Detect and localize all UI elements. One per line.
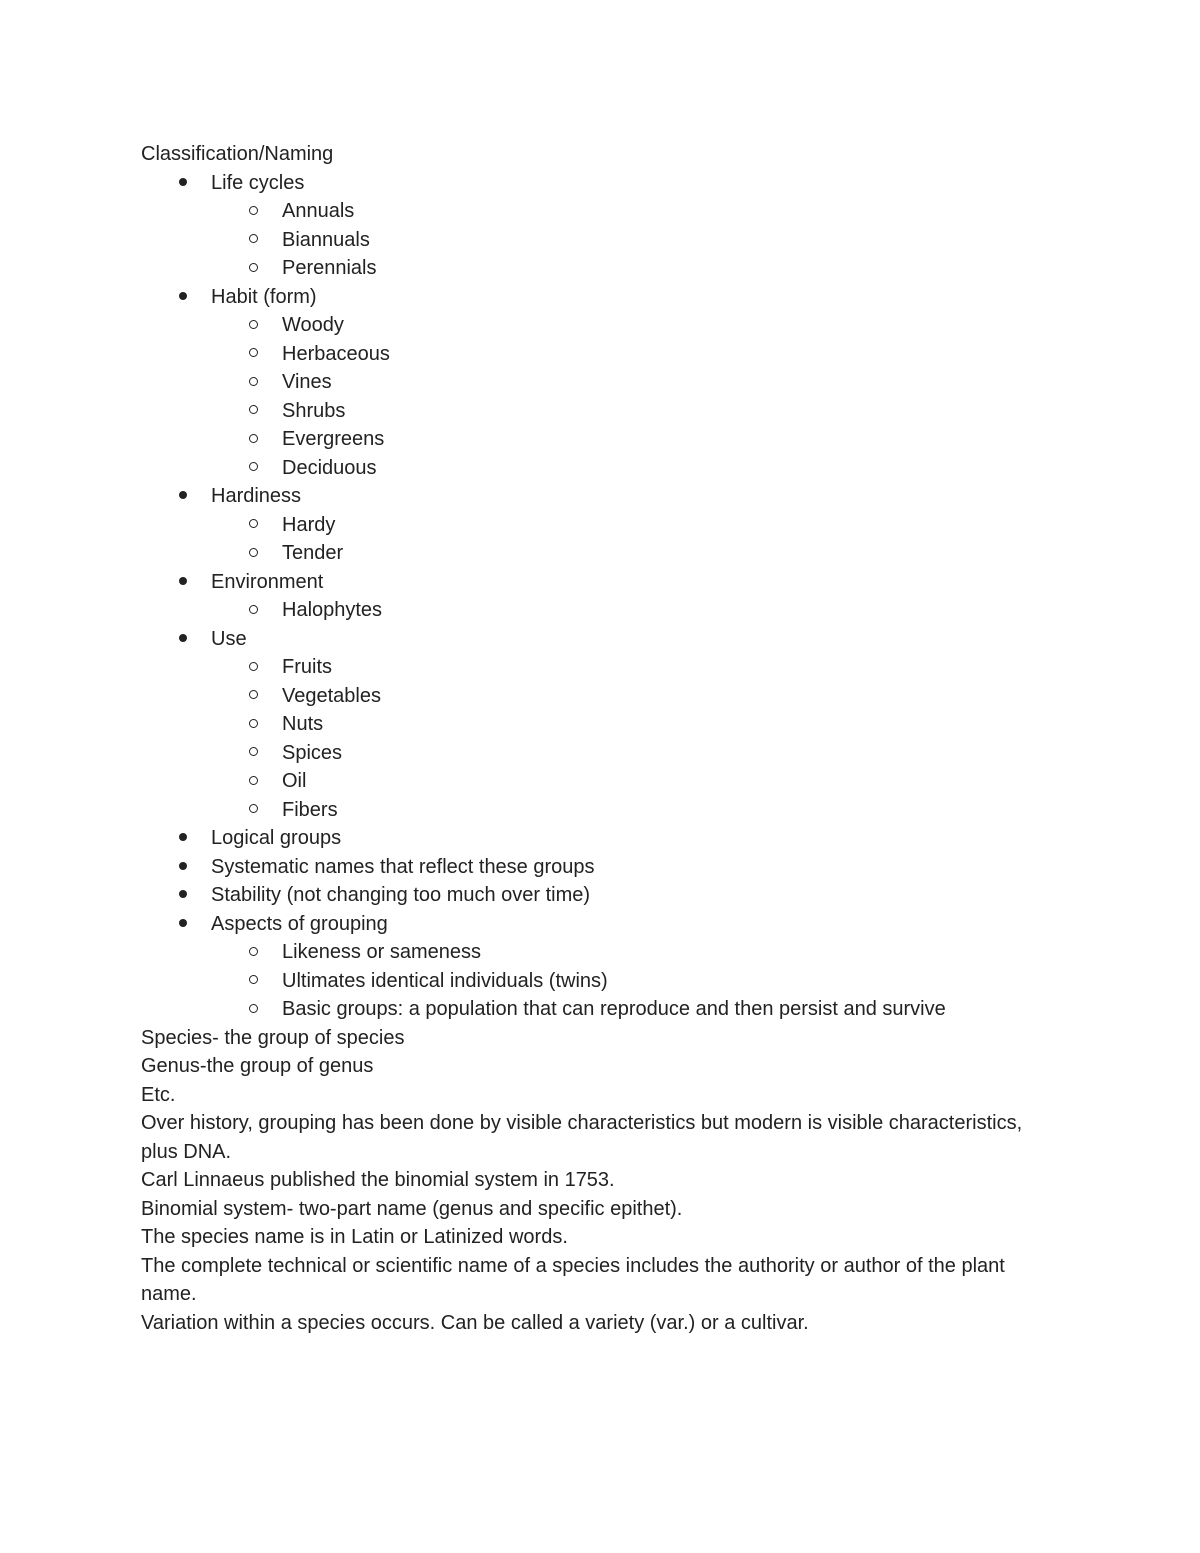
hollow-bullet-icon — [243, 197, 263, 226]
sub-bullet-item-text: Fruits — [282, 656, 332, 678]
bullet-item — [141, 824, 1041, 853]
bullet-item — [141, 881, 1041, 910]
bullet-item-text: Systematic names that reflect these groups — [211, 855, 595, 878]
filled-bullet-icon — [173, 625, 193, 654]
sub-bullet-item-text: Vegetables — [282, 684, 381, 707]
hollow-bullet-icon — [243, 368, 263, 397]
bullet-item-text: Logical groups — [211, 827, 342, 849]
sub-bullet-item-text: Vines — [282, 371, 332, 393]
hollow-bullet-icon — [243, 454, 263, 483]
sub-bullet-item — [141, 368, 1041, 397]
sub-bullet-item-text: Nuts — [282, 713, 324, 735]
hollow-bullet-icon — [243, 739, 263, 768]
paragraph: Over history, grouping has been done by visible characteristics but modern is visible characteristics, plus DNA. — [141, 1112, 1023, 1163]
hollow-bullet-icon — [243, 511, 263, 540]
hollow-bullet-icon — [243, 340, 263, 369]
sub-bullet-item — [141, 710, 1041, 739]
sub-bullet-item-text: Biannuals — [282, 228, 370, 251]
sub-bullet-item — [141, 311, 1041, 340]
paragraphs — [141, 1024, 1041, 1338]
sub-bullet-item — [141, 938, 1041, 967]
paragraph: Carl Linnaeus published the binomial system in 1753. — [141, 1169, 615, 1191]
hollow-bullet-icon — [243, 653, 263, 682]
bullet-item-text: Use — [211, 627, 247, 650]
hollow-bullet-icon — [243, 539, 263, 568]
filled-bullet-icon — [173, 568, 193, 597]
sub-bullet-item-text: Perennials — [282, 257, 377, 279]
paragraph: Species- the group of species — [141, 1026, 405, 1049]
hollow-bullet-icon — [243, 796, 263, 825]
hollow-bullet-icon — [243, 397, 263, 426]
sub-bullet-item-text: Annuals — [282, 200, 355, 222]
sub-bullet-item — [141, 340, 1041, 369]
hollow-bullet-icon — [243, 254, 263, 283]
sub-bullet-item-text: Oil — [282, 770, 307, 792]
sub-bullet-item — [141, 254, 1041, 283]
sub-bullet-item — [141, 995, 1041, 1024]
filled-bullet-icon — [173, 283, 193, 312]
sub-bullet-item-text: Basic groups: a population that can reproduce and then persist and survive — [282, 998, 946, 1020]
paragraph: Variation within a species occurs. Can be called a variety (var.) or a cultivar. — [141, 1311, 809, 1334]
hollow-bullet-icon — [243, 938, 263, 967]
document-heading: Classification/Naming — [141, 143, 334, 165]
hollow-bullet-icon — [243, 311, 263, 340]
sub-bullet-item-text: Tender — [282, 542, 344, 564]
sub-bullet-item-text: Fibers — [282, 798, 338, 821]
filled-bullet-icon — [173, 824, 193, 853]
hollow-bullet-icon — [243, 682, 263, 711]
sub-bullet-item — [141, 425, 1041, 454]
bullet-item — [141, 568, 1041, 597]
bullet-item-text: Habit (form) — [211, 285, 317, 308]
bullet-item-text: Stability (not changing too much over time) — [211, 884, 591, 906]
paragraph: Etc. — [141, 1083, 176, 1106]
sub-bullet-item — [141, 454, 1041, 483]
hollow-bullet-icon — [243, 425, 263, 454]
paragraph: The species name is in Latin or Latinized words. — [141, 1226, 568, 1248]
hollow-bullet-icon — [243, 995, 263, 1024]
paragraph: Binomial system- two-part name (genus and specific epithet). — [141, 1197, 683, 1220]
bullet-item-text: Environment — [211, 570, 324, 593]
sub-bullet-item — [141, 682, 1041, 711]
sub-bullet-item-text: Shrubs — [282, 399, 346, 422]
sub-bullet-item-text: Woody — [282, 314, 344, 336]
bullet-item — [141, 283, 1041, 312]
sub-bullet-item-text: Ultimates identical individuals (twins) — [282, 969, 608, 992]
sub-bullet-item — [141, 197, 1041, 226]
sub-bullet-item-text: Likeness or sameness — [282, 941, 481, 963]
filled-bullet-icon — [173, 482, 193, 511]
bullet-item — [141, 482, 1041, 511]
sub-bullet-item-text: Spices — [282, 741, 343, 764]
hollow-bullet-icon — [243, 596, 263, 625]
bullet-item-text: Hardiness — [211, 485, 302, 507]
filled-bullet-icon — [173, 169, 193, 198]
bullet-item-text: Life cycles — [211, 171, 305, 194]
sub-bullet-item — [141, 739, 1041, 768]
sub-bullet-item — [141, 767, 1041, 796]
sub-bullet-item-text: Herbaceous — [282, 342, 390, 365]
bullet-outline — [141, 169, 1041, 1024]
sub-bullet-item-text: Halophytes — [282, 599, 383, 621]
sub-bullet-item — [141, 511, 1041, 540]
filled-bullet-icon — [173, 881, 193, 910]
filled-bullet-icon — [173, 910, 193, 939]
bullet-item — [141, 853, 1041, 882]
filled-bullet-icon — [173, 853, 193, 882]
sub-bullet-item — [141, 226, 1041, 255]
sub-bullet-item — [141, 653, 1041, 682]
sub-bullet-item-text: Deciduous — [282, 456, 377, 479]
paragraph: Genus-the group of genus — [141, 1055, 374, 1077]
paragraph: The complete technical or scientific name of a species includes the authority or author of the plant name. — [141, 1254, 1005, 1305]
hollow-bullet-icon — [243, 226, 263, 255]
bullet-item — [141, 625, 1041, 654]
bullet-item — [141, 910, 1041, 939]
document-body — [141, 140, 1041, 1337]
sub-bullet-item — [141, 796, 1041, 825]
sub-bullet-item-text: Evergreens — [282, 428, 385, 450]
sub-bullet-item — [141, 397, 1041, 426]
sub-bullet-item — [141, 596, 1041, 625]
hollow-bullet-icon — [243, 710, 263, 739]
hollow-bullet-icon — [243, 767, 263, 796]
hollow-bullet-icon — [243, 967, 263, 996]
sub-bullet-item — [141, 967, 1041, 996]
sub-bullet-item-text: Hardy — [282, 513, 336, 536]
sub-bullet-item — [141, 539, 1041, 568]
bullet-item-text: Aspects of grouping — [211, 912, 388, 935]
bullet-item — [141, 169, 1041, 198]
